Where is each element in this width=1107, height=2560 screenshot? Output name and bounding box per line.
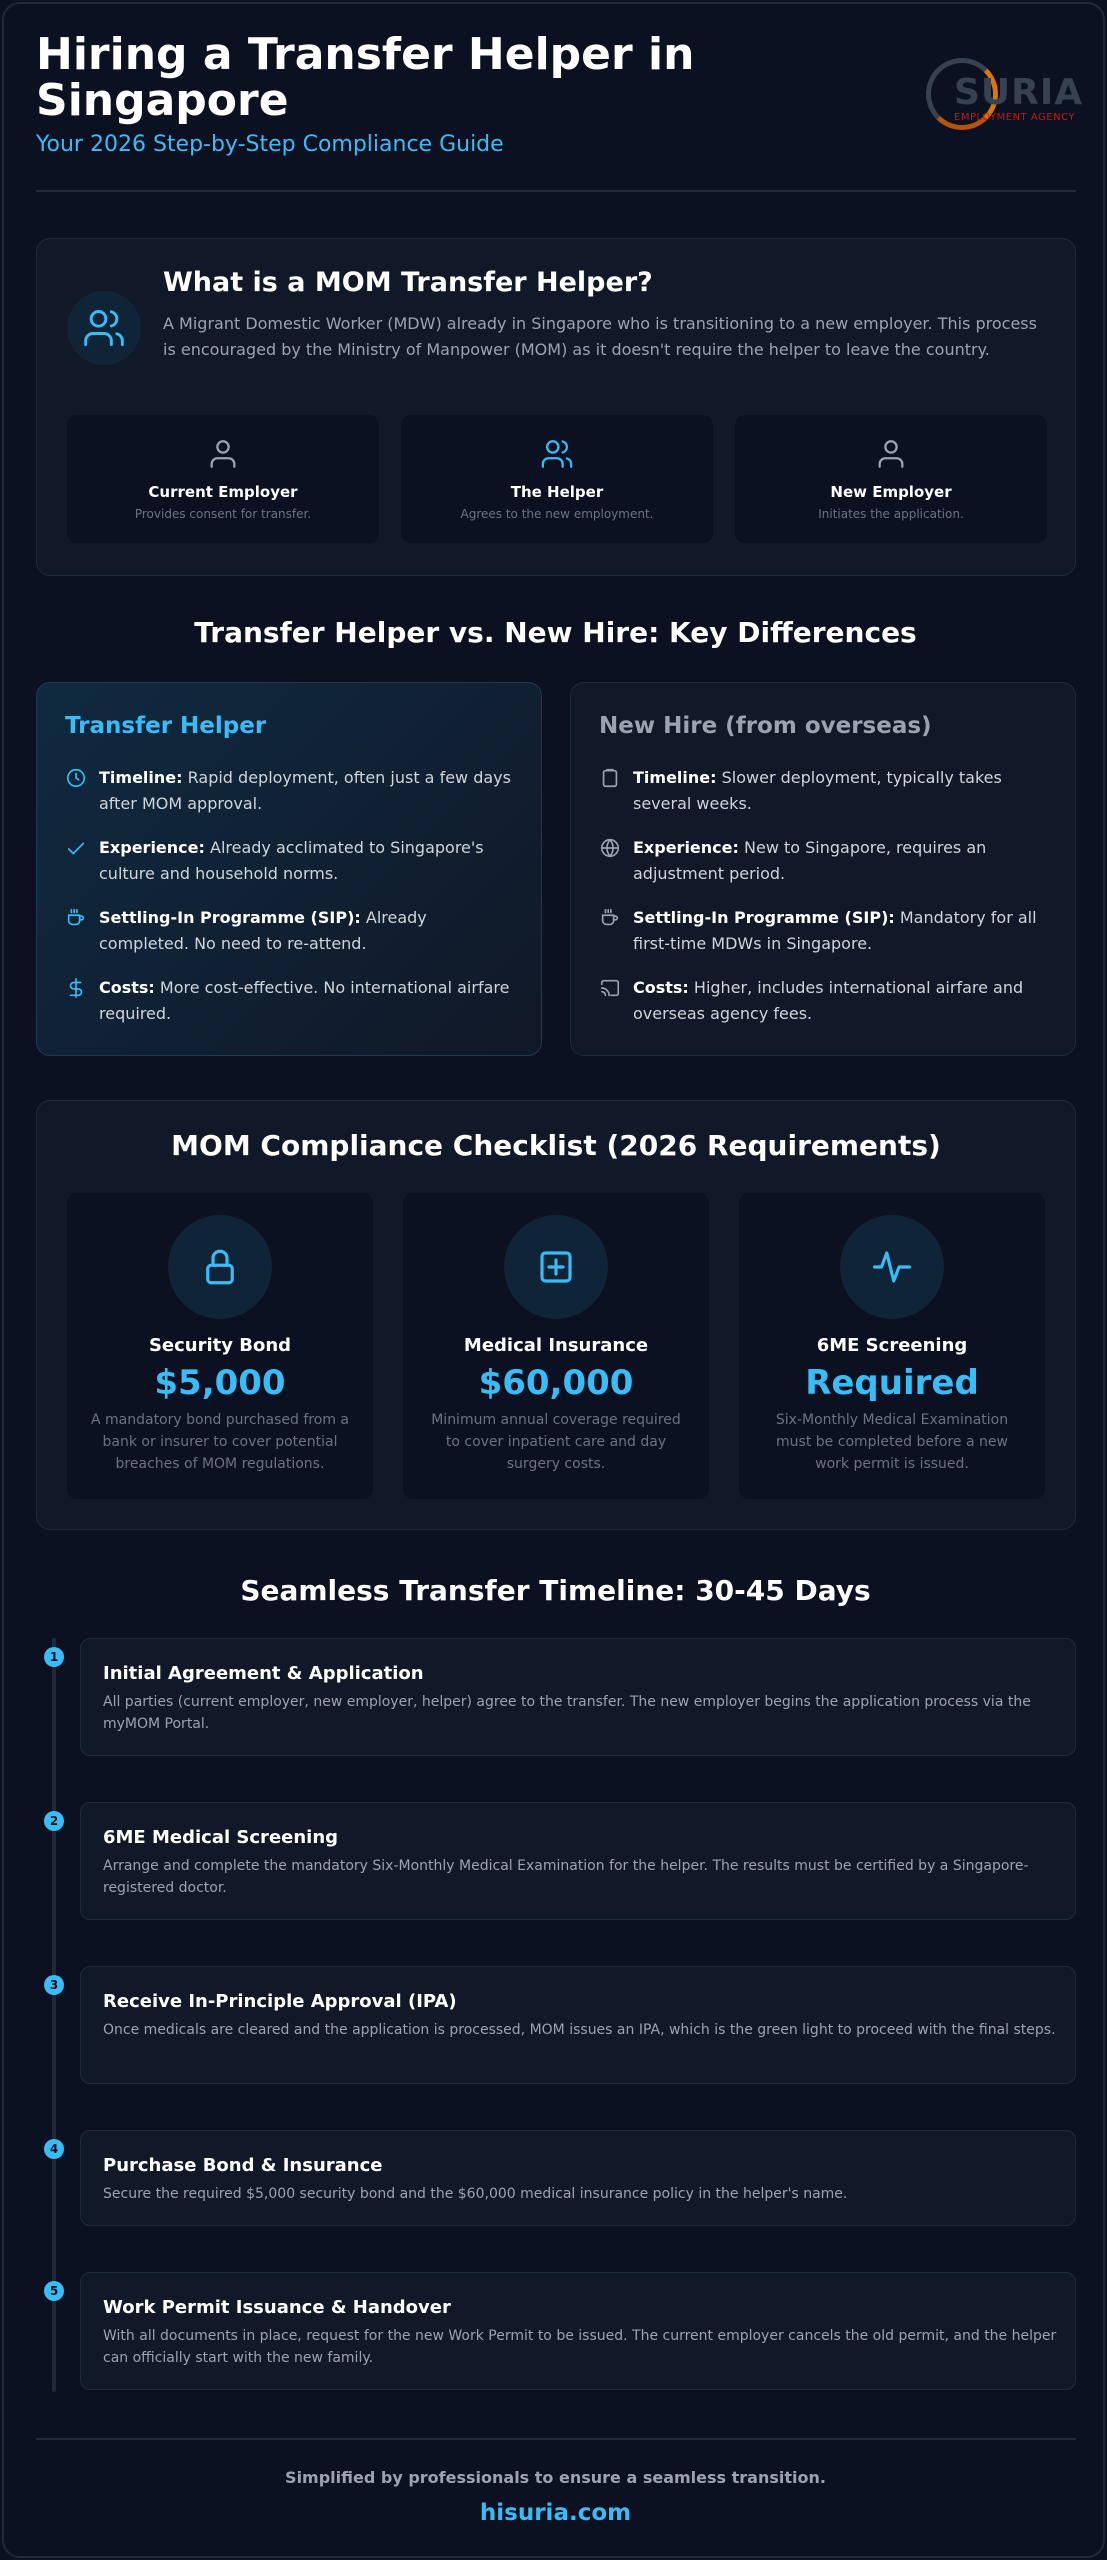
- checklist-title: MOM Compliance Checklist (2026 Requirements): [171, 1129, 941, 1162]
- dollar-icon: [65, 977, 87, 999]
- item-label: Costs:: [633, 978, 689, 997]
- footer-divider: [36, 2438, 1076, 2440]
- item-label: Settling-In Programme (SIP):: [99, 908, 361, 927]
- new-hire-item-timeline: [599, 765, 1059, 825]
- role-card-helper: [401, 415, 713, 543]
- timeline-step-description: All parties (current employer, new employer, helper) agree to the transfer. The new employer begins the application process via the myMOM Portal.: [103, 1694, 1031, 1732]
- timeline-step-title: Work Permit Issuance & Handover: [103, 2297, 451, 2318]
- footer-tagline: Simplified by professionals to ensure a seamless transition.: [285, 2468, 826, 2487]
- intro-description: A Migrant Domestic Worker (MDW) already in Singapore who is transitioning to a new employer. This process is encouraged by the Ministry of Manpower (MOM) as it doesn't require the helper to leave the country.: [163, 314, 1037, 359]
- timeline-step-number: 5: [44, 2281, 64, 2301]
- item-text: Slower deployment, typically takes several weeks.: [633, 768, 1002, 813]
- compliance-checklist-card: [36, 1100, 1076, 1530]
- lock-icon: [168, 1215, 272, 1319]
- pulse-icon: [840, 1215, 944, 1319]
- logo-text: SURIA: [954, 72, 1084, 113]
- item-label: Experience:: [99, 838, 205, 857]
- header-divider: [36, 190, 1076, 192]
- checklist-item-description: A mandatory bond purchased from a bank or insurer to cover potential breaches of MOM regulations.: [90, 1412, 349, 1472]
- checklist-item-name: Medical Insurance: [463, 1335, 649, 1356]
- item-label: Experience:: [633, 838, 739, 857]
- checklist-item-description: Minimum annual coverage required to cover inpatient care and day surgery costs.: [431, 1412, 681, 1472]
- timeline-step-title: Receive In-Principle Approval (IPA): [103, 1991, 457, 2012]
- item-text: Mandatory for all first-time MDWs in Singapore.: [633, 908, 1037, 953]
- clipboard-icon: [599, 767, 621, 789]
- footer-website-link[interactable]: hisuria.com: [479, 2500, 632, 2526]
- role-title: Current Employer: [148, 483, 298, 501]
- item-text: Already completed. No need to re-attend.: [99, 908, 427, 953]
- checklist-item-medical-insurance: [403, 1193, 709, 1499]
- checklist-item-value: Required: [805, 1363, 979, 1403]
- timeline-step-description: Secure the required $5,000 security bond and the $60,000 medical insurance policy in the helper's name.: [103, 2186, 848, 2202]
- new-hire-item-experience: [599, 835, 1059, 895]
- checklist-item-name: 6ME Screening: [816, 1335, 968, 1356]
- checklist-item-value: $5,000: [154, 1363, 286, 1403]
- users-icon: [540, 437, 574, 471]
- timeline-step-3: [80, 1966, 1076, 2084]
- users-icon: [67, 291, 141, 365]
- header: [36, 29, 1084, 192]
- timeline-step-title: 6ME Medical Screening: [103, 1827, 339, 1848]
- new-hire-item-costs: [599, 975, 1059, 1035]
- checklist-item-6me-screening: [739, 1193, 1045, 1499]
- item-label: Timeline:: [633, 768, 717, 787]
- role-description: Provides consent for transfer.: [134, 507, 312, 521]
- timeline-heading: Seamless Transfer Timeline: 30-45 Days: [240, 1574, 871, 1607]
- checklist-item-security-bond: [67, 1193, 373, 1499]
- item-label: Settling-In Programme (SIP):: [633, 908, 895, 927]
- logo-subtext: EMPLOYMENT AGENCY: [954, 112, 1075, 123]
- item-text: Rapid deployment, often just a few days after MOM approval.: [99, 768, 511, 813]
- timeline-step-5: [80, 2272, 1076, 2390]
- timeline-step-4: [80, 2130, 1076, 2226]
- intro-card: [36, 238, 1076, 576]
- timeline-step-number: 4: [44, 2139, 64, 2159]
- timeline-step-1: [80, 1638, 1076, 1756]
- timeline-step-description: Once medicals are cleared and the application is processed, MOM issues an IPA, which is the green light to proceed with the final steps.: [103, 2022, 1056, 2038]
- role-description: Agrees to the new employment.: [460, 507, 654, 521]
- intro-title: What is a MOM Transfer Helper?: [163, 267, 653, 298]
- item-label: Timeline:: [99, 768, 183, 787]
- timeline-step-description: Arrange and complete the mandatory Six-Monthly Medical Examination for the helper. The results must be certified by a Singapore-registered doctor.: [103, 1858, 1029, 1896]
- check-icon: [65, 837, 87, 859]
- cast-icon: [599, 977, 621, 999]
- page-subtitle: Your 2026 Step-by-Step Compliance Guide: [36, 132, 504, 157]
- transfer-helper-card: [36, 682, 542, 1056]
- comparison-heading: Transfer Helper vs. New Hire: Key Differences: [194, 616, 917, 649]
- infographic-page: [2, 2, 1105, 2558]
- transfer-item-sip: [65, 905, 525, 965]
- clock-icon: [65, 767, 87, 789]
- item-label: Costs:: [99, 978, 155, 997]
- timeline-step-title: Initial Agreement & Application: [103, 1663, 424, 1684]
- medical-plus-icon: [504, 1215, 608, 1319]
- transfer-helper-title: Transfer Helper: [65, 713, 267, 739]
- timeline-step-title: Purchase Bond & Insurance: [103, 2155, 383, 2176]
- role-card-current-employer: [67, 415, 379, 543]
- new-hire-card: [570, 682, 1076, 1056]
- role-title: New Employer: [830, 483, 952, 501]
- new-hire-title: New Hire (from overseas): [599, 713, 932, 739]
- checklist-item-description: Six-Monthly Medical Examination must be completed before a new work permit is issued.: [775, 1412, 1009, 1472]
- page-title: Hiring a Transfer Helper in Singapore: [36, 29, 695, 126]
- timeline-step-number: 2: [44, 1811, 64, 1831]
- timeline-step-description: With all documents in place, request for the new Work Permit to be issued. The current employer cancels the old permit, and the helper can officially start with the new family.: [103, 2328, 1057, 2366]
- item-text: Already acclimated to Singapore's culture and household norms.: [99, 838, 484, 883]
- coffee-icon: [65, 907, 87, 929]
- coffee-icon: [599, 907, 621, 929]
- checklist-item-value: $60,000: [478, 1363, 634, 1403]
- role-title: The Helper: [510, 483, 604, 501]
- timeline-step-number: 1: [44, 1647, 64, 1667]
- item-text: More cost-effective. No international airfare required.: [99, 978, 510, 1023]
- role-description: Initiates the application.: [818, 507, 964, 521]
- timeline-step-2: [80, 1802, 1076, 1920]
- role-card-new-employer: [735, 415, 1047, 543]
- item-text: Higher, includes international airfare and overseas agency fees.: [633, 978, 1024, 1023]
- transfer-item-costs: [65, 975, 525, 1035]
- globe-icon: [599, 837, 621, 859]
- item-text: New to Singapore, requires an adjustment period.: [633, 838, 987, 883]
- transfer-item-timeline: [65, 765, 525, 825]
- user-icon: [206, 437, 240, 471]
- timeline-line: [52, 1638, 56, 2392]
- transfer-item-experience: [65, 835, 525, 895]
- user-icon: [874, 437, 908, 471]
- timeline-step-number: 3: [44, 1975, 64, 1995]
- brand-logo[interactable]: [926, 58, 1084, 138]
- new-hire-item-sip: [599, 905, 1059, 965]
- checklist-item-name: Security Bond: [148, 1335, 292, 1356]
